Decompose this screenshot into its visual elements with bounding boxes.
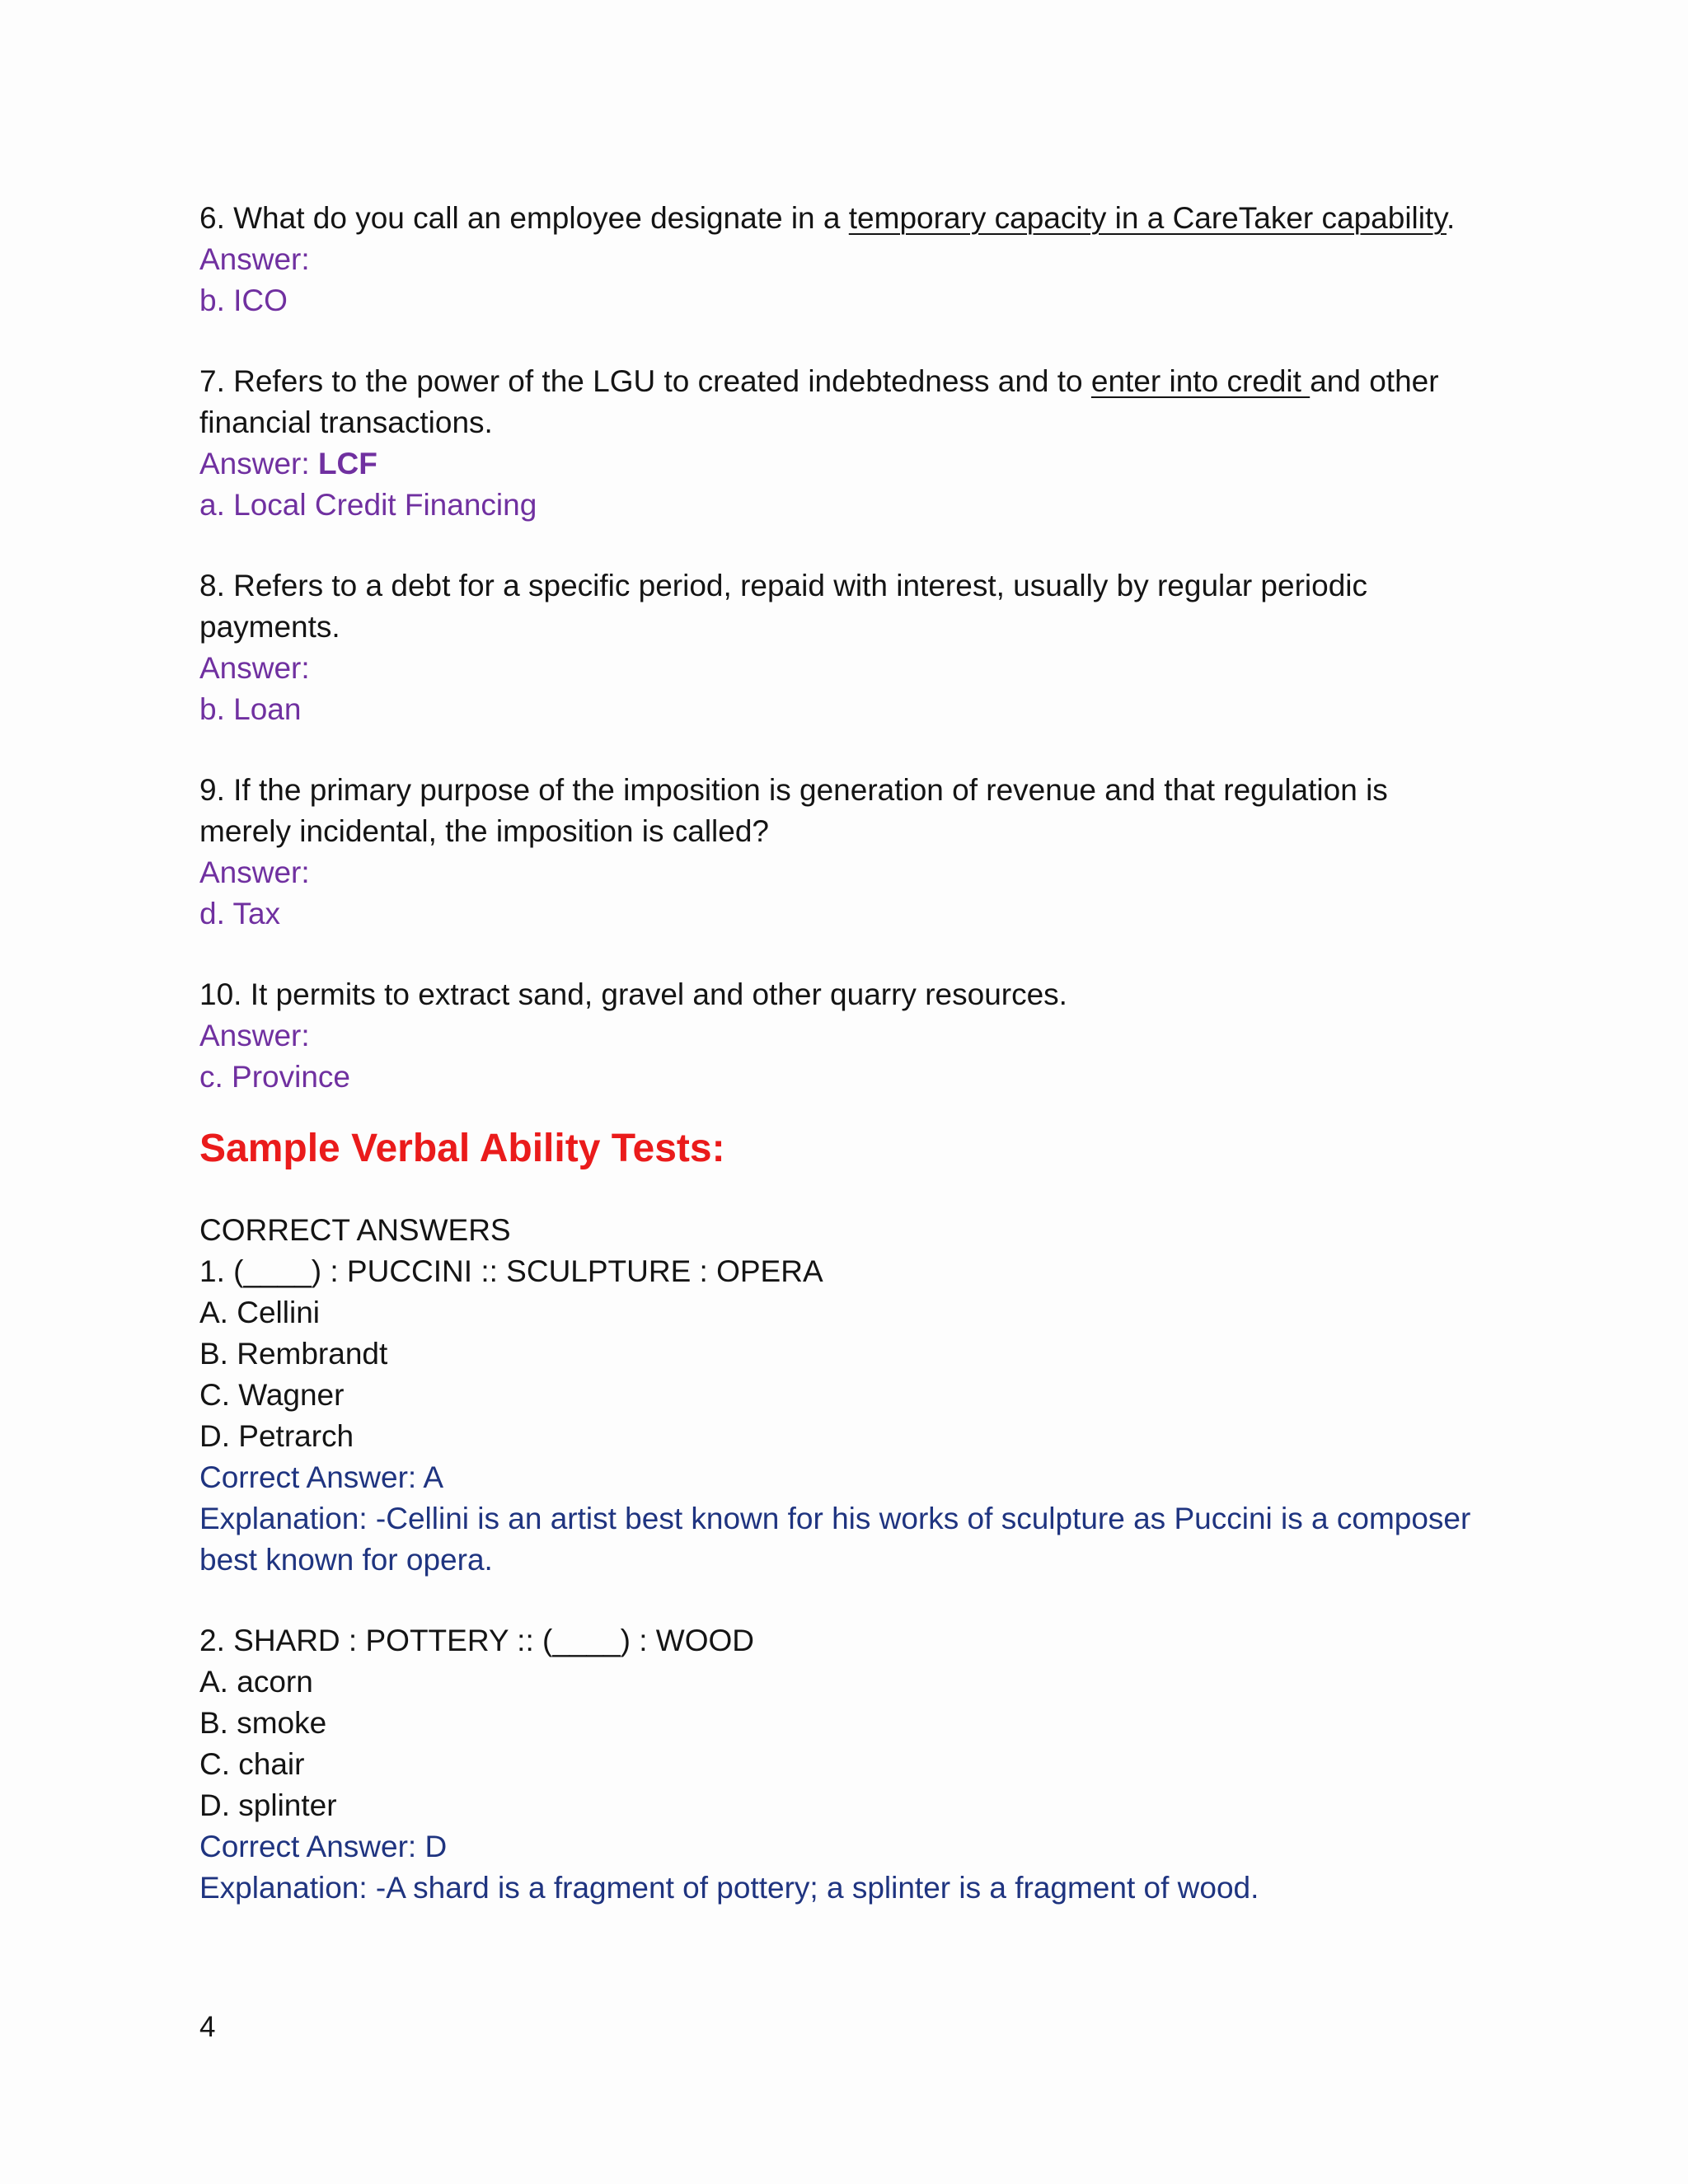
- question-text-part: 6. What do you call an employee designate in a: [199, 201, 849, 235]
- analogy-question: 1. (____) : PUCCINI :: SCULPTURE : OPERA: [199, 1254, 823, 1288]
- option-c: C. chair: [199, 1747, 305, 1781]
- verbal-question-2: [199, 1620, 1535, 1909]
- section-heading: Sample Verbal Ability Tests:: [199, 1127, 725, 1170]
- underlined-phrase: enter into credit: [1090, 364, 1311, 398]
- option-b: B. Rembrandt: [199, 1337, 388, 1371]
- question-6: [199, 198, 1535, 321]
- answer-choice: b. Loan: [199, 692, 302, 726]
- answer-label: Answer:: [199, 242, 310, 276]
- answer-choice: b. ICO: [199, 284, 288, 317]
- question-7: [199, 361, 1535, 526]
- question-text-continued: financial transactions.: [199, 405, 493, 439]
- question-text-continued: payments.: [199, 610, 340, 644]
- option-a: A. acorn: [199, 1665, 313, 1699]
- question-text-continued: merely incidental, the imposition is called?: [199, 814, 770, 848]
- answer-choice: c. Province: [199, 1060, 351, 1094]
- explanation: Explanation: -A shard is a fragment of pottery; a splinter is a fragment of wood.: [199, 1871, 1259, 1905]
- answer-choice: a. Local Credit Financing: [199, 488, 537, 522]
- question-text: [199, 361, 1535, 402]
- correct-answer: Correct Answer: A: [199, 1460, 444, 1494]
- question-text-part: and other: [1310, 364, 1439, 398]
- question-text: [199, 198, 1535, 239]
- question-text: 10. It permits to extract sand, gravel and other quarry resources.: [199, 977, 1067, 1011]
- answer-label: Answer:: [199, 1019, 310, 1052]
- option-c: C. Wagner: [199, 1378, 345, 1412]
- answer-choice: d. Tax: [199, 897, 281, 930]
- question-text-part: 7. Refers to the power of the LGU to created indebtedness and to: [199, 364, 1091, 398]
- option-a: A. Cellini: [199, 1296, 320, 1329]
- option-d: D. splinter: [199, 1788, 337, 1822]
- page-content: [199, 198, 1535, 1909]
- answer-label: [199, 443, 1535, 485]
- question-text: 9. If the primary purpose of the imposition is generation of revenue and that regulation is: [199, 773, 1388, 807]
- page-number: 4: [199, 2011, 216, 2043]
- question-text-part: .: [1447, 201, 1456, 235]
- analogy-question: 2. SHARD : POTTERY :: (____) : WOOD: [199, 1624, 755, 1657]
- option-b: B. smoke: [199, 1706, 327, 1740]
- correct-answers-header: CORRECT ANSWERS: [199, 1213, 511, 1247]
- question-text: 8. Refers to a debt for a specific period, repaid with interest, usually by regular periodic: [199, 569, 1368, 602]
- correct-answer: Correct Answer: D: [199, 1830, 448, 1863]
- question-10: [199, 974, 1535, 1098]
- explanation-continued: best known for opera.: [199, 1543, 493, 1577]
- underlined-phrase: temporary capacity in a CareTaker capability: [848, 201, 1447, 235]
- answer-abbreviation: LCF: [317, 447, 377, 480]
- verbal-question-1: [199, 1251, 1535, 1581]
- answer-label: Answer:: [199, 651, 310, 685]
- explanation: Explanation: -Cellini is an artist best known for his works of sculpture as Puccini is a composer: [199, 1502, 1471, 1535]
- answer-label: Answer:: [199, 855, 310, 889]
- option-d: D. Petrarch: [199, 1419, 354, 1453]
- question-9: [199, 770, 1535, 935]
- question-8: [199, 565, 1535, 730]
- answer-label-text: Answer:: [199, 447, 310, 480]
